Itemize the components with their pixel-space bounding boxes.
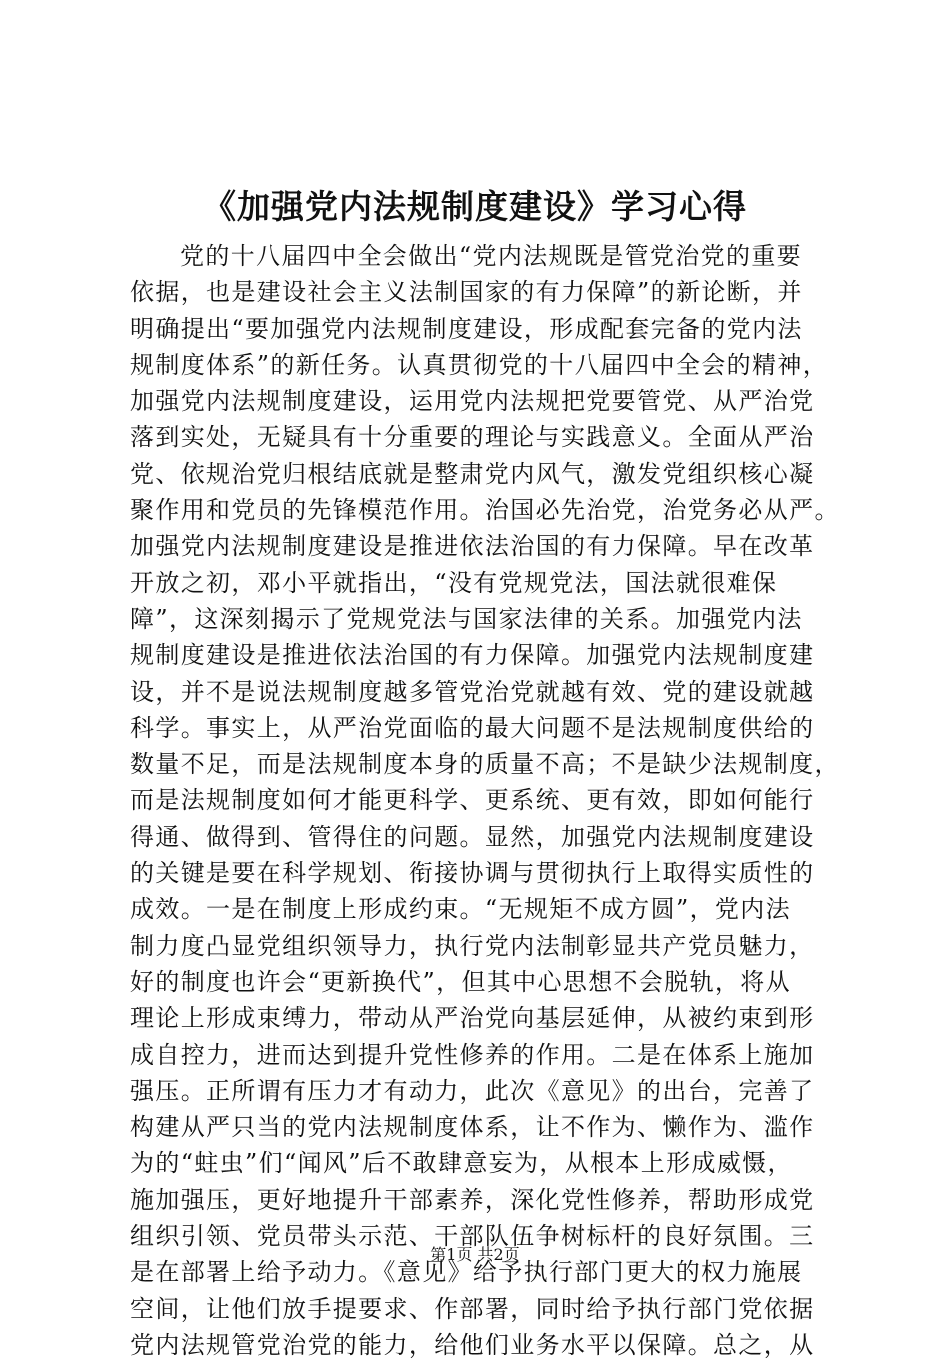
body-line: 规制度体系”的新任务。认真贯彻党的十八届四中全会的精神， [130,350,829,379]
body-line: 而是法规制度如何才能更科学、更系统、更有效，即如何能行 [130,786,815,815]
body-line: 制力度凸显党组织领导力，执行党内法制彰显共产党员魅力， [130,931,815,960]
document-title: 《加强党内法规制度建设》学习心得 [203,187,747,226]
body-line: 成自控力，进而达到提升党性修养的作用。二是在体系上施加 [130,1040,815,1069]
body-line: 得通、做得到、管得住的问题。显然，加强党内法规制度建设 [130,822,815,851]
body-line: 规制度建设是推进依法治国的有力保障。加强党内法规制度建 [130,641,815,670]
body-line: 加强党内法规制度建设是推进依法治国的有力保障。早在改革 [130,532,815,561]
body-line: 明确提出“要加强党内法规制度建设，形成配套完备的党内法 [130,314,803,343]
body-line: 的关键是要在科学规划、衔接协调与贯彻执行上取得实质性的 [130,859,815,888]
body-line: 障”，这深刻揭示了党规党法与国家法律的关系。加强党内法 [130,604,803,633]
body-line: 党、依规治党归根结底就是整肃党内风气，激发党组织核心凝 [130,459,815,488]
body-line: 党内法规管党治党的能力，给他们业务水平以保障。总之，从 [130,1330,815,1359]
body-line: 数量不足，而是法规制度本身的质量不高；不是缺少法规制度， [130,750,840,779]
body-line: 理论上形成束缚力，带动从严治党向基层延伸，从被约束到形 [130,1004,815,1033]
body-line: 施加强压，更好地提升干部素养，深化党性修养，帮助形成党 [130,1185,815,1214]
body-line: 空间，让他们放手提要求、作部署，同时给予执行部门党依据 [130,1294,815,1323]
body-line: 开放之初，邓小平就指出，“没有党规党法，国法就很难保 [130,568,778,597]
body-line: 依据，也是建设社会主义法制国家的有力保障”的新论断，并 [130,278,803,307]
body-line: 构建从严只当的党内法规制度体系，让不作为、懒作为、滥作 [130,1113,815,1142]
document-body [130,238,840,1363]
body-line: 加强党内法规制度建设，运用党内法规把党要管党、从严治党 [130,387,815,416]
body-line: 成效。一是在制度上形成约束。“无规矩不成方圆”，党内法 [130,895,791,924]
body-line: 设，并不是说法规制度越多管党治党就越有效、党的建设就越 [130,677,815,706]
body-line: 落到实处，无疑具有十分重要的理论与实践意义。全面从严治 [130,423,815,452]
page-footer: 第1页 共2页 [430,1245,520,1264]
body-line: 党的十八届四中全会做出“党内法规既是管党治党的重要 [180,242,803,270]
body-line: 好的制度也许会“更新换代”，但其中心思想不会脱轨，将从 [130,967,791,996]
body-line: 是在部署上给予动力。《意见》给予执行部门更大的权力施展 [130,1258,803,1287]
body-line: 科学。事实上，从严治党面临的最大问题不是法规制度供给的 [130,713,815,742]
body-line: 强压。正所谓有压力才有动力，此次《意见》的出台，完善了 [130,1076,815,1105]
body-line: 聚作用和党员的先锋模范作用。治国必先治党，治党务必从严。 [130,496,840,525]
body-line: 为的“蛀虫”们“闻风”后不敢肆意妄为，从根本上形成威慑， [130,1149,793,1178]
body-line: 组织引领、党员带头示范、干部队伍争树标杆的良好氛围。三 [130,1222,815,1251]
